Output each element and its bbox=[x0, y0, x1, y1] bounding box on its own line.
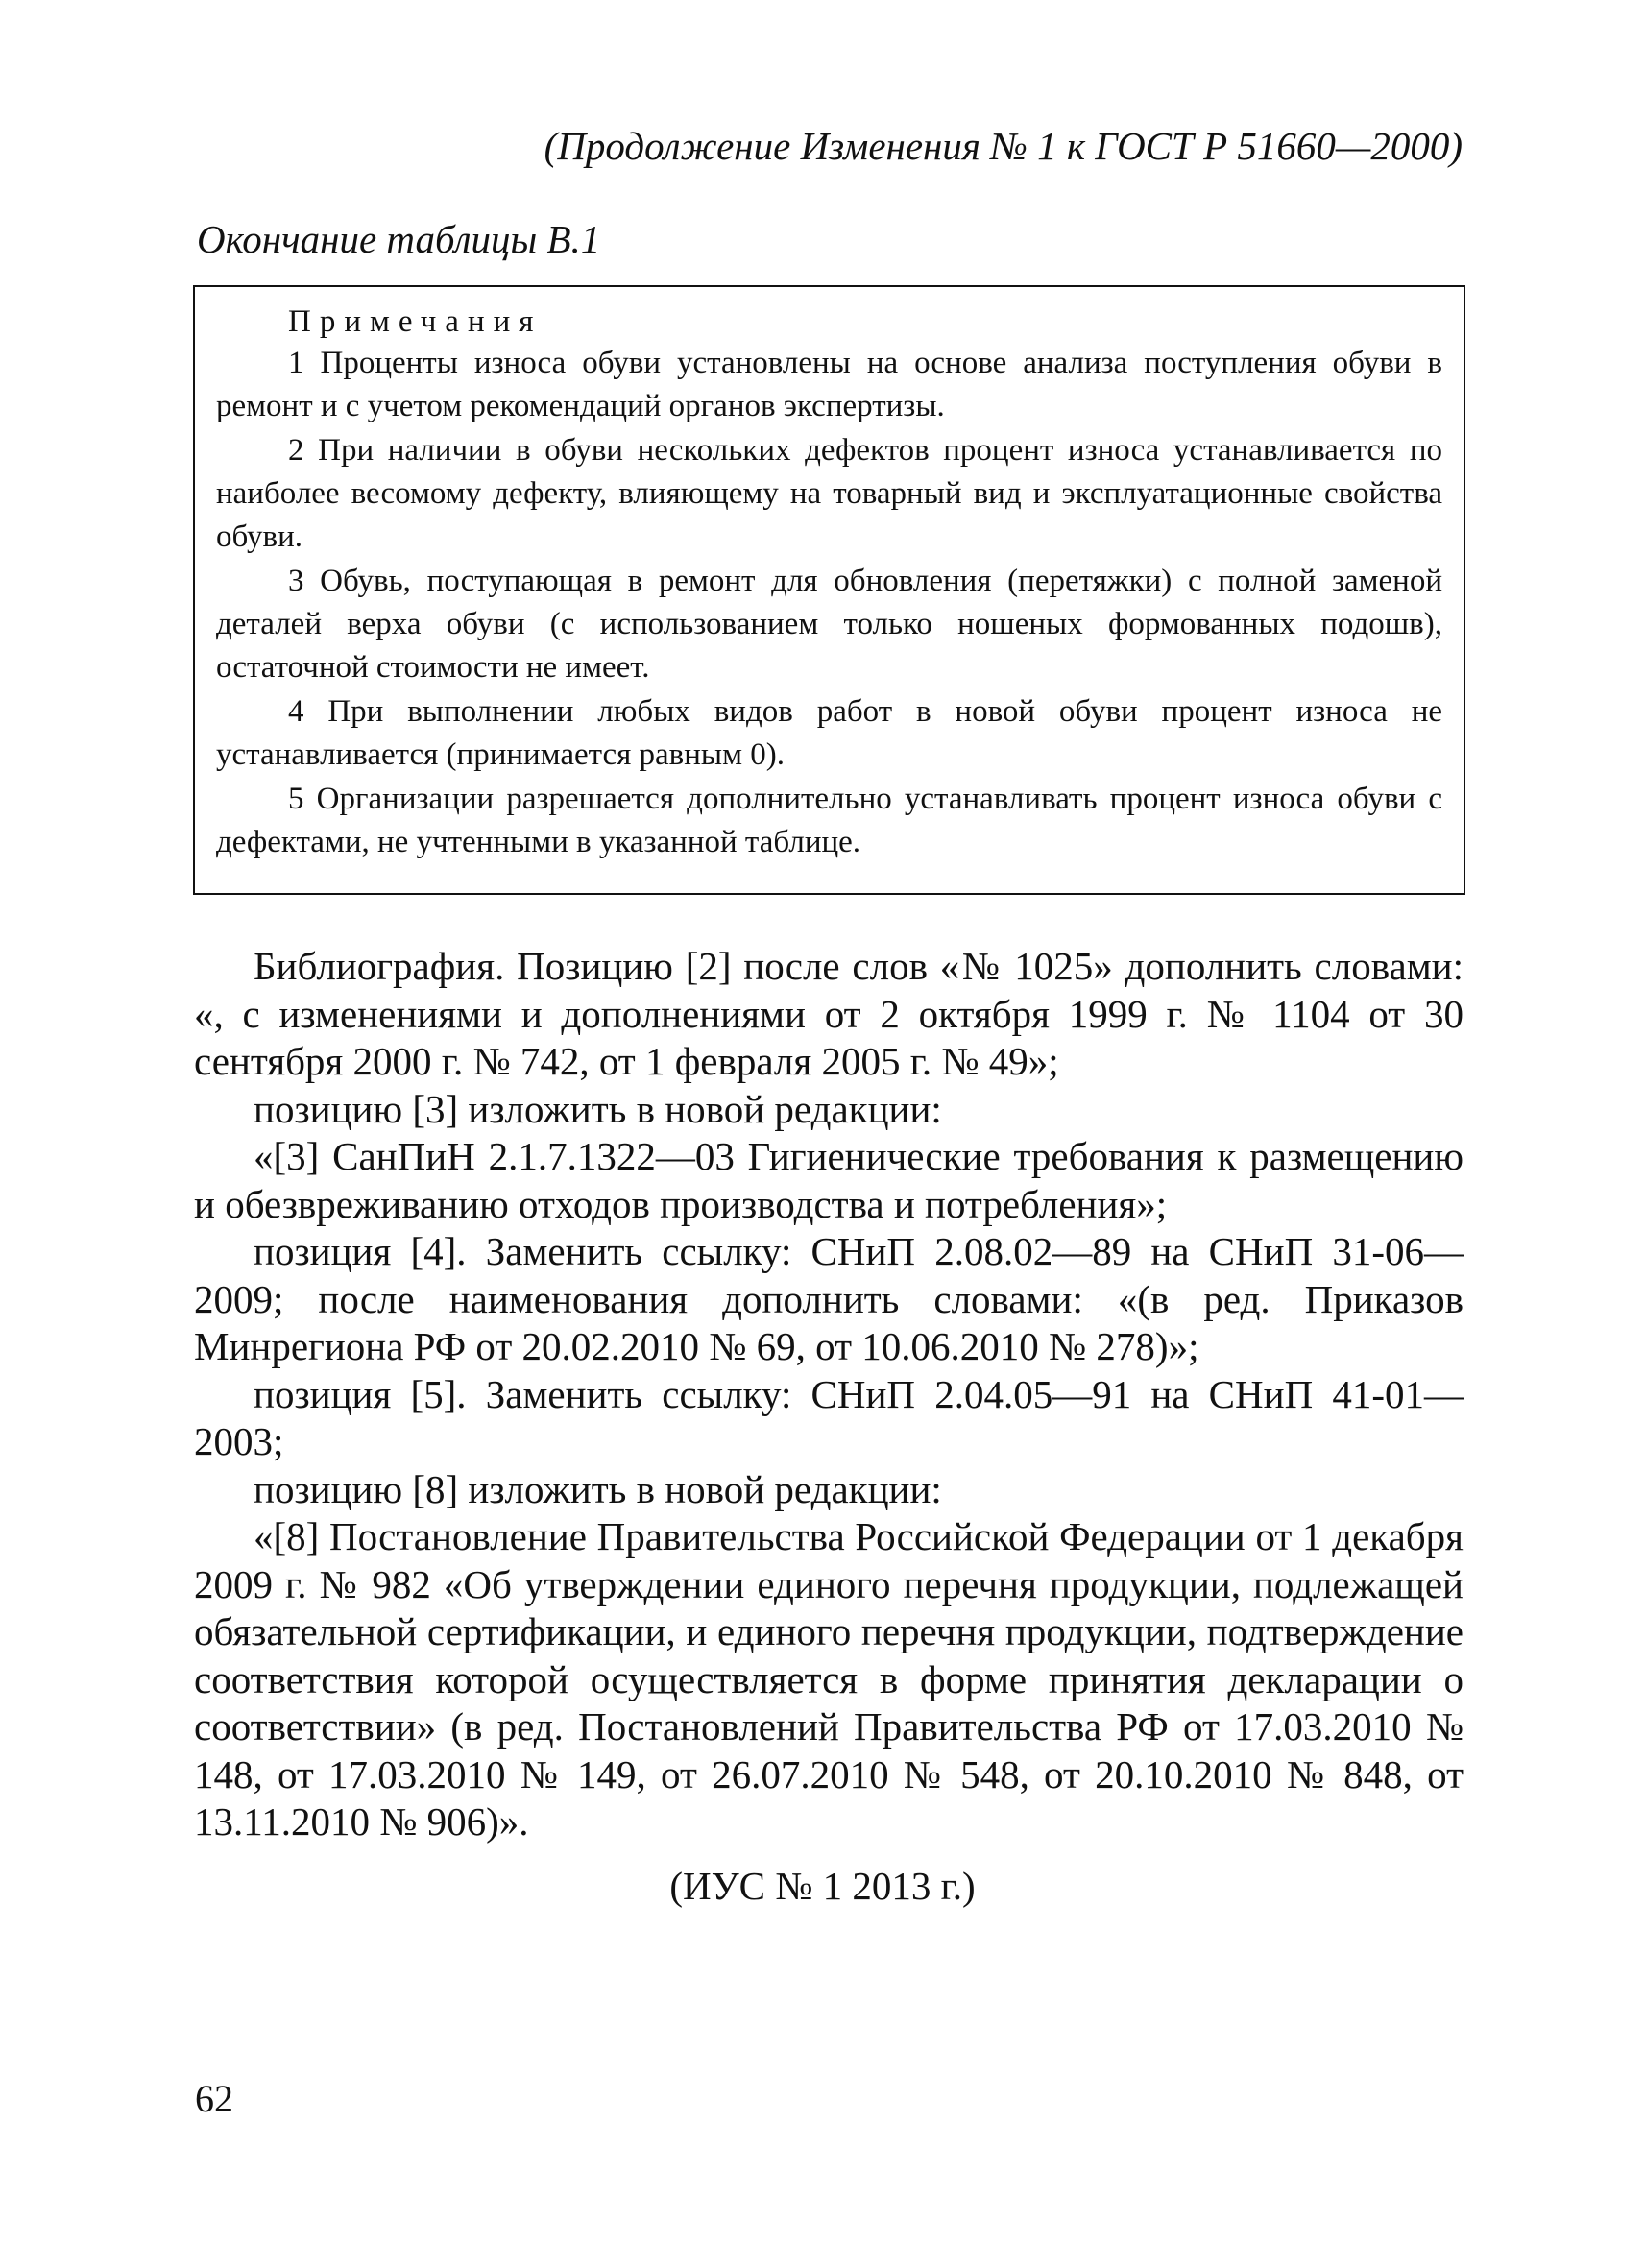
note-item: 1 Проценты износа обуви установлены на основе анализа поступления обуви в ремонт и с учетом рекомендаций органов экспертизы. bbox=[216, 346, 1442, 423]
body-paragraph: позиция [5]. Заменить ссылку: СНиП 2.04.05—91 на СНиП 41-01—2003; bbox=[194, 1371, 1464, 1463]
notes-title: Примечания bbox=[288, 304, 543, 339]
body-paragraph: Библиография. Позицию [2] после слов «№ 1025» дополнить словами: «, с изменениями и дополнениями от 2 октября 1999 г. № 1104 от 30 сентября 2000 г. № 742, от 1 февраля 2005 г. № 49»; bbox=[194, 944, 1464, 1083]
bibliography-amendments bbox=[194, 943, 1464, 1846]
body-paragraph: позицию [3] изложить в новой редакции: bbox=[254, 1086, 942, 1131]
note-item: 3 Обувь, поступающая в ремонт для обновления (перетяжки) с полной заменой деталей верха обуви (с использованием только ношеных формованных подошв), остаточной стоимости не имеет. bbox=[216, 564, 1442, 685]
body-paragraph: «[3] СанПиН 2.1.7.1322—03 Гигиенические требования к размещению и обезвреживанию отходов производства и потребления»; bbox=[194, 1134, 1464, 1226]
page-number: 62 bbox=[195, 2077, 233, 2120]
body-paragraph: «[8] Постановление Правительства Российской Федерации от 1 декабря 2009 г. № 982 «Об утверждении единого перечня продукции, подлежащей обязательной сертификации, и единого перечня продукции, подтверждение соответствия которой осуществляется в форме принятия декларации о соответствии» (в ред. Постановлений Правительства РФ от 17.03.2010 № 148, от 17.03.2010 № 149, от 26.07.2010 № 548, от 20.10.2010 № 848, от 13.11.2010 № 906)». bbox=[194, 1514, 1464, 1844]
source-reference: (ИУС № 1 2013 г.) bbox=[669, 1864, 976, 1908]
table-caption: Окончание таблицы В.1 bbox=[197, 217, 601, 261]
note-item: 2 При наличии в обуви нескольких дефектов процент износа устанавливается по наиболее весомому дефекту, влияющему на товарный вид и эксплуатационные свойства обуви. bbox=[216, 433, 1442, 554]
notes-box bbox=[193, 285, 1465, 895]
note-item: 4 При выполнении любых видов работ в новой обуви процент износа не устанавливается (принимается равным 0). bbox=[216, 694, 1442, 772]
note-item: 5 Организации разрешается дополнительно устанавливать процент износа обуви с дефектами, не учтенными в указанной таблице. bbox=[216, 782, 1442, 859]
running-head: (Продолжение Изменения № 1 к ГОСТ Р 51660—2000) bbox=[544, 124, 1463, 168]
body-paragraph: позиция [4]. Заменить ссылку: СНиП 2.08.02—89 на СНиП 31-06—2009; после наименования дополнить словами: «(в ред. Приказов Минрегиона РФ от 20.02.2010 № 69, от 10.06.2010 № 278)»; bbox=[194, 1229, 1464, 1368]
body-paragraph: позицию [8] изложить в новой редакции: bbox=[254, 1466, 942, 1511]
